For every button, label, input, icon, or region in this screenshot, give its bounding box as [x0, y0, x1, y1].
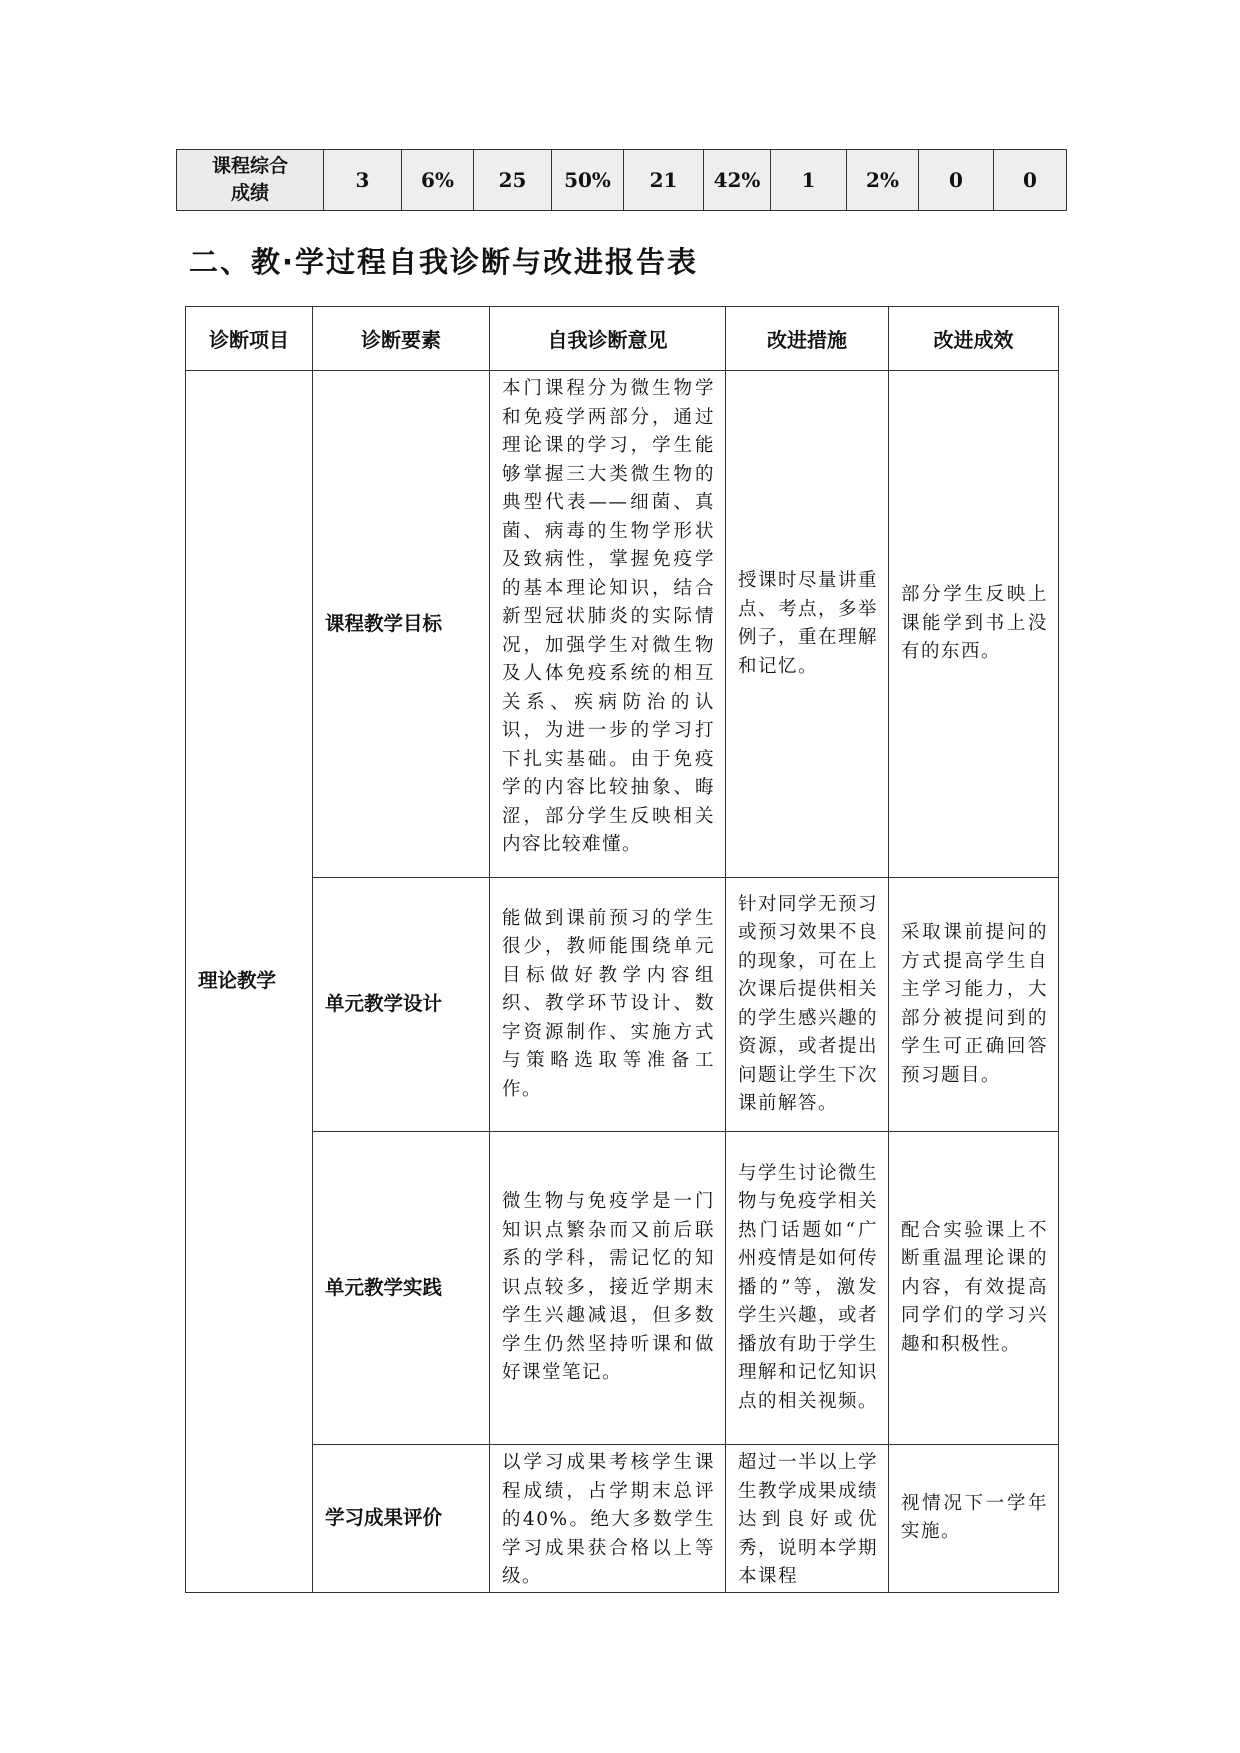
diagnosis-effect: 视情况下一学年实施。: [889, 1445, 1059, 1593]
score-row: [177, 150, 1067, 211]
diagnosis-effect: 部分学生反映上课能学到书上没有的东西。: [889, 371, 1059, 878]
diagnosis-element: 学习成果评价: [313, 1445, 490, 1593]
diagnosis-element: 课程教学目标: [313, 371, 490, 878]
score-cell: 25: [474, 150, 552, 211]
score-cell: 42%: [704, 150, 771, 211]
score-cell: 1: [771, 150, 847, 211]
score-row-label: 课程综合 成绩: [177, 150, 324, 211]
header-item: 诊断项目: [186, 307, 313, 371]
diagnosis-row: [186, 878, 1059, 1132]
diagnosis-row: [186, 371, 1059, 878]
diagnosis-opinion: 以学习成果考核学生课程成绩，占学期末总评的40%。绝大多数学生学习成果获合格以上等级。: [490, 1445, 726, 1593]
diagnosis-element: 单元教学实践: [313, 1132, 490, 1445]
diagnosis-row: [186, 1445, 1059, 1593]
diagnosis-opinion: 能做到课前预习的学生很少，教师能围绕单元目标做好教学内容组织、教学环节设计、数字资源制作、实施方式与策略选取等准备工作。: [490, 878, 726, 1132]
section-title: 二、教·学过程自我诊断与改进报告表: [189, 245, 699, 279]
score-cell: 6%: [402, 150, 474, 211]
score-table: [176, 149, 1067, 211]
diagnosis-effect: 配合实验课上不断重温理论课的内容，有效提高同学们的学习兴趣和积极性。: [889, 1132, 1059, 1445]
diagnosis-opinion: 微生物与免疫学是一门知识点繁杂而又前后联系的学科，需记忆的知识点较多，接近学期末学生兴趣减退，但多数学生仍然坚持听课和做好课堂笔记。: [490, 1132, 726, 1445]
diagnosis-item: 理论教学: [186, 371, 313, 1593]
diagnosis-effect: 采取课前提问的方式提高学生自主学习能力，大部分被提问到的学生可正确回答预习题目。: [889, 878, 1059, 1132]
header-measures: 改进措施: [726, 307, 889, 371]
header-effect: 改进成效: [889, 307, 1059, 371]
score-cell: 50%: [552, 150, 624, 211]
diagnosis-header-row: [186, 307, 1059, 371]
diagnosis-measures: 超过一半以上学生教学成果成绩达到良好或优秀，说明本学期本课程: [726, 1445, 889, 1593]
header-element: 诊断要素: [313, 307, 490, 371]
diagnosis-row: [186, 1132, 1059, 1445]
diagnosis-table: [185, 306, 1059, 1593]
score-cell: 21: [624, 150, 704, 211]
header-opinion: 自我诊断意见: [490, 307, 726, 371]
score-cell: 3: [324, 150, 402, 211]
score-cell: 2%: [847, 150, 919, 211]
diagnosis-opinion: 本门课程分为微生物学和免疫学两部分，通过理论课的学习，学生能够掌握三大类微生物的典型代表——细菌、真菌、病毒的生物学形状及致病性，掌握免疫学的基本理论知识，结合新型冠状肺炎的实际情况，加强学生对微生物及人体免疫系统的相互关系、疾病防治的认识，为进一步的学习打下扎实基础。由于免疫学的内容比较抽象、晦涩，部分学生反映相关内容比较难懂。: [490, 371, 726, 878]
diagnosis-measures: 针对同学无预习或预习效果不良的现象，可在上次课后提供相关的学生感兴趣的资源，或者提出问题让学生下次课前解答。: [726, 878, 889, 1132]
score-cell: 0: [919, 150, 994, 211]
score-cell: 0: [994, 150, 1067, 211]
diagnosis-measures: 授课时尽量讲重点、考点，多举例子，重在理解和记忆。: [726, 371, 889, 878]
diagnosis-element: 单元教学设计: [313, 878, 490, 1132]
diagnosis-measures: 与学生讨论微生物与免疫学相关热门话题如“广州疫情是如何传播的”等，激发学生兴趣，或者播放有助于学生理解和记忆知识点的相关视频。: [726, 1132, 889, 1445]
